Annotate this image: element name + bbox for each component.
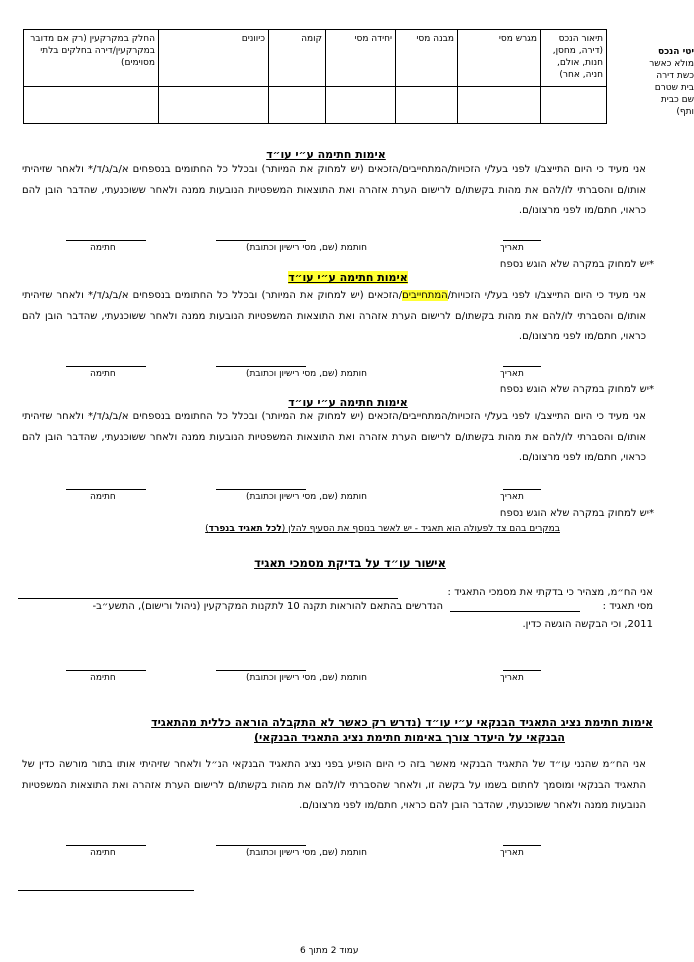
footnote-separator: [18, 890, 194, 891]
corporate-stamp-label: חותמת (שם, מסי רישיון וכתובת): [246, 673, 367, 683]
signature-line-3[interactable]: [66, 489, 146, 490]
corporate-number-line[interactable]: [450, 611, 580, 612]
attestation-paragraph-1: אני מעיד כי היום התייצב/ו לפני בעל/י הזכויות/המתחייבים/הזכאים (יש למחוק את המיותר) ובכלל כל החתומים בנספחים א/ב/ג/ד/* ולאחר שזיהיתי אותו/ם והסברתי לו/להם את מהות בקשתו/ם לרישום הערת אזהרה ואת התוצאות המשפטיות הנובעות ממנה ולאחר ששוכנעתי, שהדבר הובן להם כראוי, חתם/מו לפני מרצונו/ם.: [22, 164, 646, 216]
cell-building-number[interactable]: [396, 87, 458, 124]
cell-lot-number[interactable]: [458, 87, 541, 124]
header-share-in-land: החלק במקרקעין (רק אם מדובר במקרקעין/דירה בחלקים בלתי מסוימים): [24, 30, 159, 87]
cell-directions[interactable]: [159, 87, 269, 124]
stamp-line-1[interactable]: [216, 240, 306, 241]
bank-signature-line[interactable]: [66, 845, 146, 846]
corporate-line-2-suffix: הנדרשים בהתאם להוראות תקנה 10 לתקנות המקרקעין (ניהול ורישום), התשע״ב-: [92, 601, 443, 612]
corporate-date-label: תאריך: [500, 673, 524, 683]
corporate-line-3: 2011, וכי הבקשה הוגשה כדין.: [522, 619, 653, 630]
date-line-1[interactable]: [503, 240, 541, 241]
cell-share-in-land[interactable]: [24, 87, 159, 124]
cell-floor[interactable]: [269, 87, 326, 124]
bank-heading-line-1: אימות חתימת נציג התאגיד הבנקאי ע״י עו״ד (נדרש רק כאשר לא התקבלה הוראה כללית מהתאגיד: [151, 716, 653, 729]
date-label-2: תאריך: [500, 369, 524, 379]
header-unit-number: יחידה מסי: [326, 30, 396, 87]
corporate-heading: אישור עו״ד על בדיקת מסמכי תאגיד: [254, 556, 446, 570]
stamp-label-2: חותמת (שם, מסי רישיון וכתובת): [246, 369, 367, 379]
appendix-note-2: *יש למחוק במקרה שלא הוגש נספח: [499, 384, 654, 395]
bank-date-label: תאריך: [500, 848, 524, 858]
attestation-heading-1: אימות חתימה ע״י עו״ד: [266, 148, 386, 161]
corporate-line-2-prefix: מסי תאגיד :: [602, 601, 653, 612]
attestation-paragraph-2: אני מעיד כי היום התייצב/ו לפני בעל/י הזכויות/המתחייבים/הזכאים (יש למחוק את המיותר) ובכלל כל החתומים בנספחים א/ב/ג/ד/* ולאחר שזיהיתי אותו/ם והסברתי לו/להם את מהות בקשתו/ם לרישום הערת אזהרה ואת התוצאות המשפטיות הנובעות ממנה ולאחר ששוכנעתי, שהדבר הובן להם כראוי, חתם/מו לפני מרצונו/ם.: [22, 290, 646, 342]
header-property-description: תיאור הנכס (דירה, מחסן, חנות, אולם, חניה, אחר): [541, 30, 607, 87]
signature-line-1[interactable]: [66, 240, 146, 241]
appendix-note-1: *יש למחוק במקרה שלא הוגש נספח: [499, 259, 654, 270]
bank-paragraph: אני הח״מ שהנני עו״ד של התאגיד הבנקאי מאשר בזה כי היום הופיע בפני נציג התאגיד הבנקאי הנ״ל ולאחר שזיהיתי אותו בתור מורשה כדין של התאגיד הבנקאי ומוסמך לחתום בשמו על בקשה זו, ולאחר שהסברתי לו/להם את מהות בקשתו/ם לרישום הערת אזהרה ואת התוצאות המשפטיות הנובעות ממנה ולאחר ששוכנעתי, שהדבר הובן להם כראוי, חתם/מו לפני מרצונו/ם.: [22, 759, 646, 811]
property-table-input-row[interactable]: [24, 87, 607, 124]
property-table-header-row: [24, 30, 607, 87]
bank-stamp-line[interactable]: [216, 845, 306, 846]
signature-label-1: חתימה: [90, 243, 116, 253]
stamp-line-3[interactable]: [216, 489, 306, 490]
appendix-note-3: *יש למחוק במקרה שלא הוגש נספח: [499, 508, 654, 519]
corporate-signature-line[interactable]: [66, 670, 146, 671]
corporate-signature-label: חתימה: [90, 673, 116, 683]
corporate-date-line[interactable]: [503, 670, 541, 671]
stamp-label-1: חותמת (שם, מסי רישיון וכתובת): [246, 243, 367, 253]
attestation-heading-2: [286, 271, 410, 284]
bank-date-line[interactable]: [503, 845, 541, 846]
corporate-note: במקרים בהם צד לפעולה הוא תאגיד - יש לאשר בנוסף את הסעיף להלן (לכל תאגיד בנפרד): [205, 524, 560, 534]
stamp-line-2[interactable]: [216, 366, 306, 367]
property-table: [23, 29, 607, 124]
highlighted-heading-2: אימות חתימה ע״י עו״ד: [288, 271, 408, 284]
attestation-heading-3: אימות חתימה ע״י עו״ד: [288, 396, 408, 409]
date-label-1: תאריך: [500, 243, 524, 253]
highlighted-word: המתחייבים: [402, 290, 448, 301]
cell-unit-number[interactable]: [326, 87, 396, 124]
header-floor: קומה: [269, 30, 326, 87]
signature-line-2[interactable]: [66, 366, 146, 367]
bank-signature-label: חתימה: [90, 848, 116, 858]
header-building-number: מבנה מסי: [396, 30, 458, 87]
corporate-stamp-line[interactable]: [216, 670, 306, 671]
date-line-2[interactable]: [503, 366, 541, 367]
corporate-line-1: אני הח״מ, מצהיר כי בדקתי את מסמכי התאגיד :: [447, 587, 653, 598]
signature-label-3: חתימה: [90, 492, 116, 502]
corporate-name-line[interactable]: [18, 598, 398, 599]
bank-heading-line-2: הבנקאי על היעדר צורך באימות חתימת נציג התאגיד הבנקאי): [254, 731, 565, 744]
stamp-label-3: חותמת (שם, מסי רישיון וכתובת): [246, 492, 367, 502]
bank-stamp-label: חותמת (שם, מסי רישיון וכתובת): [246, 848, 367, 858]
cell-property-description[interactable]: [541, 87, 607, 124]
header-lot-number: מגרש מסי: [458, 30, 541, 87]
signature-label-2: חתימה: [90, 369, 116, 379]
header-directions: כיוונים: [159, 30, 269, 87]
attestation-paragraph-3: אני מעיד כי היום התייצב/ו לפני בעל/י הזכויות/המתחייבים/הזכאים (יש למחוק את המיותר) ובכלל כל החתומים בנספחים א/ב/ג/ד/* ולאחר שזיהיתי אותו/ם והסברתי לו/להם את מהות בקשתו/ם לרישום הערת אזהרה ואת התוצאות המשפטיות הנובעות ממנה ולאחר ששוכנעתי, שהדבר הובן להם כראוי, חתם/מו לפני מרצונו/ם.: [22, 411, 646, 463]
property-details-side-text: יטי הנכס מולא כאשר כשת דירה בית שטרם שם כבית ותף): [649, 47, 694, 117]
date-line-3[interactable]: [503, 489, 541, 490]
page-number: עמוד 2 מתוך 6: [300, 946, 359, 956]
date-label-3: תאריך: [500, 492, 524, 502]
